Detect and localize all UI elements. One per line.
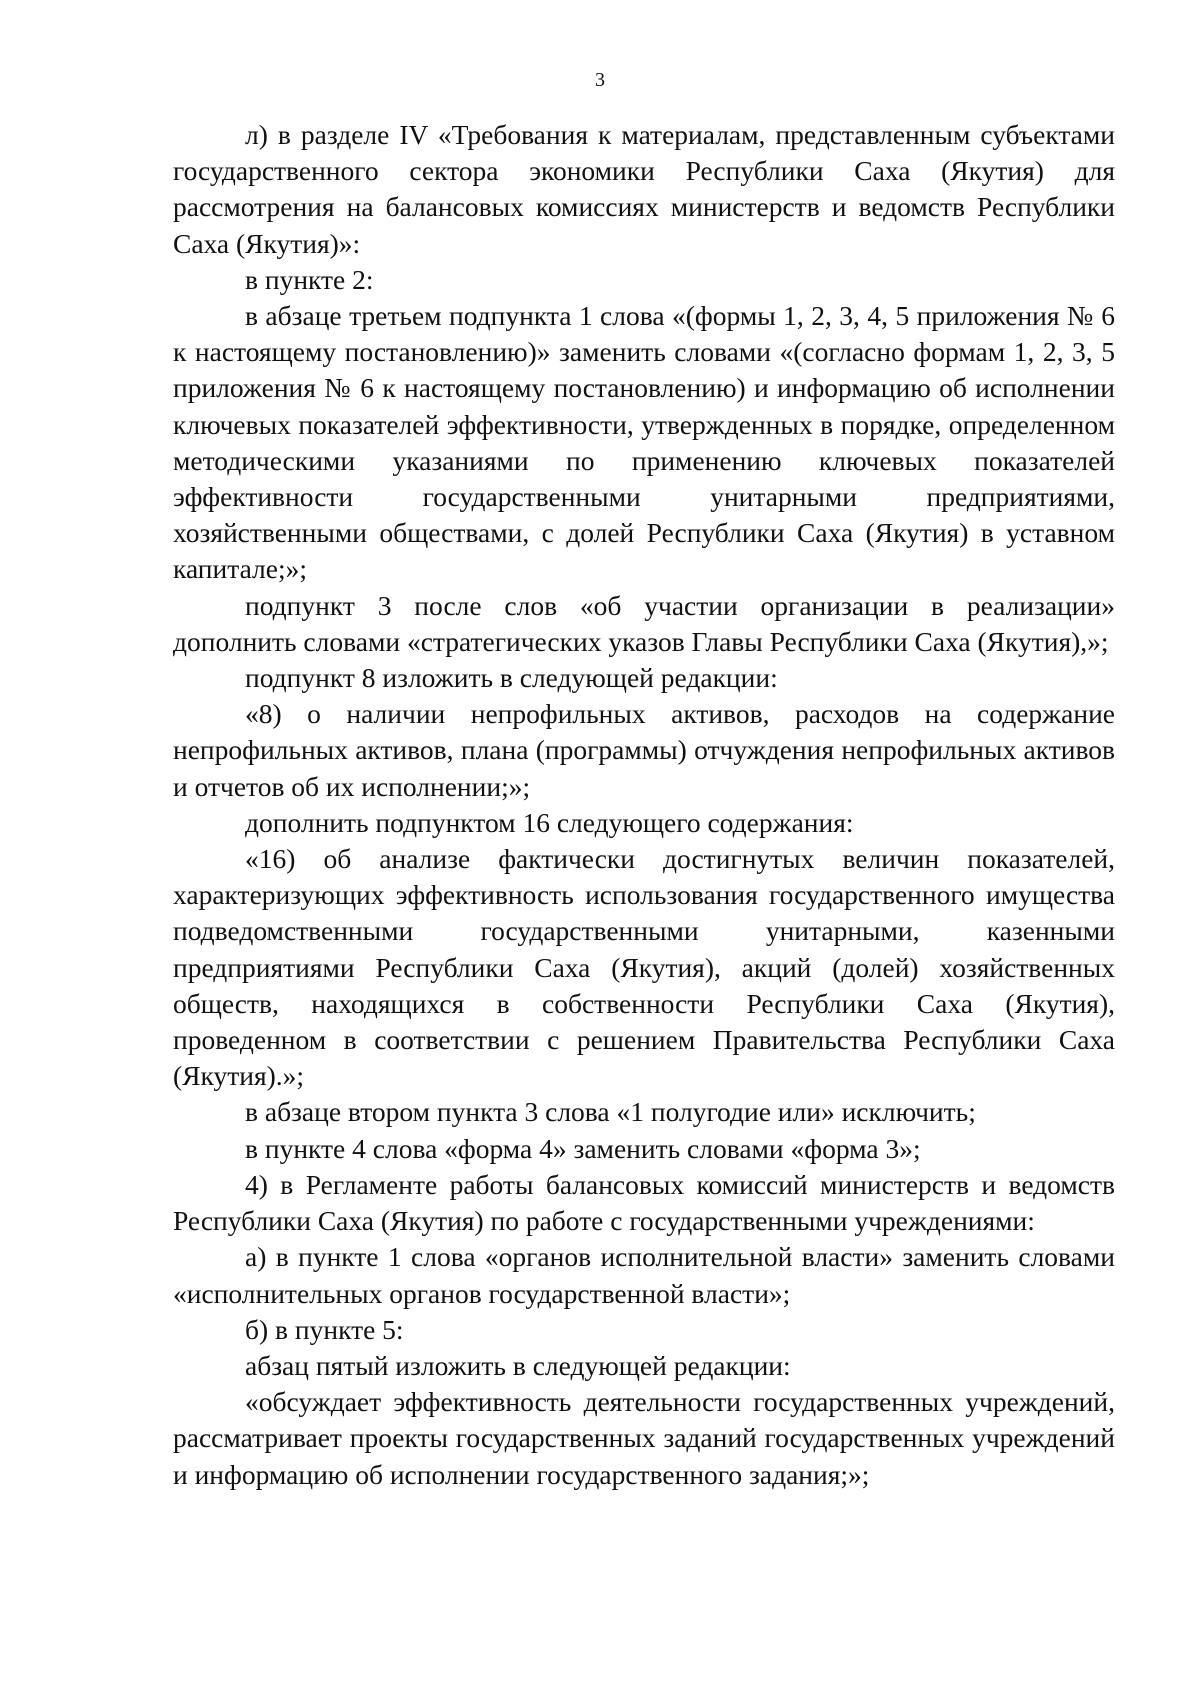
- paragraph: л) в разделе IV «Требования к материалам, представленным субъектами государственного сектора экономики Республики Саха (Якутия) для рассмотрения на балансовых комиссиях министерств и ведомств Республики Саха (Якутия)»:: [173, 119, 1115, 259]
- paragraph: «16) об анализе фактически достигнутых величин показателей, характеризующих эффективность использования государственного имущества подведомственными государственными унитарными, казенными предприятиями Республики Саха (Якутия), акций (долей) хозяйственных обществ, находящихся в собственности Республики Саха (Якутия), проведенном в соответствии с решением Правительства Республики Саха (Якутия).»;: [173, 843, 1115, 1092]
- paragraph: подпункт 3 после слов «об участии организации в реализации» дополнить словами «стратегических указов Главы Республики Саха (Якутия),»;: [173, 589, 1115, 657]
- document-body: [173, 117, 1115, 1493]
- paragraph: «обсуждает эффективность деятельности государственных учреждений, рассматривает проекты государственных заданий государственных учреждений и информацию об исполнении государственного задания;»;: [173, 1386, 1115, 1490]
- paragraph: подпункт 8 изложить в следующей редакции:: [245, 662, 778, 694]
- paragraph: а) в пункте 1 слова «органов исполнительной власти» заменить словами «исполнительных органов государственной власти»;: [173, 1241, 1115, 1309]
- paragraph: в абзаце третьем подпункта 1 слова «(формы 1, 2, 3, 4, 5 приложения № 6 к настоящему постановлению)» заменить словами «(согласно формам 1, 2, 3, 5 приложения № 6 к настоящему постановлению) и информацию об исполнении ключевых показателей эффективности, утвержденных в порядке, определенном методическими указаниями по применению ключевых показателей эффективности государственными унитарными предприятиями, хозяйственными обществами, с долей Республики Саха (Якутия) в уставном капитале;»;: [173, 300, 1115, 585]
- paragraph: в пункте 2:: [245, 263, 374, 295]
- paragraph: дополнить подпунктом 16 следующего содержания:: [245, 806, 854, 838]
- paragraph: в абзаце втором пункта 3 слова «1 полугодие или» исключить;: [245, 1096, 976, 1128]
- paragraph: в пункте 4 слова «форма 4» заменить словами «форма 3»;: [245, 1132, 921, 1164]
- paragraph: «8) о наличии непрофильных активов, расходов на содержание непрофильных активов, плана (программы) отчуждения непрофильных активов и отчетов об их исполнении;»;: [173, 698, 1115, 802]
- paragraph: б) в пункте 5:: [245, 1313, 404, 1345]
- paragraph: абзац пятый изложить в следующей редакции:: [245, 1349, 791, 1381]
- paragraph: 4) в Регламенте работы балансовых комиссий министерств и ведомств Республики Саха (Якутия) по работе с государственными учреждениями:: [173, 1168, 1115, 1237]
- page-number: 3: [595, 69, 605, 91]
